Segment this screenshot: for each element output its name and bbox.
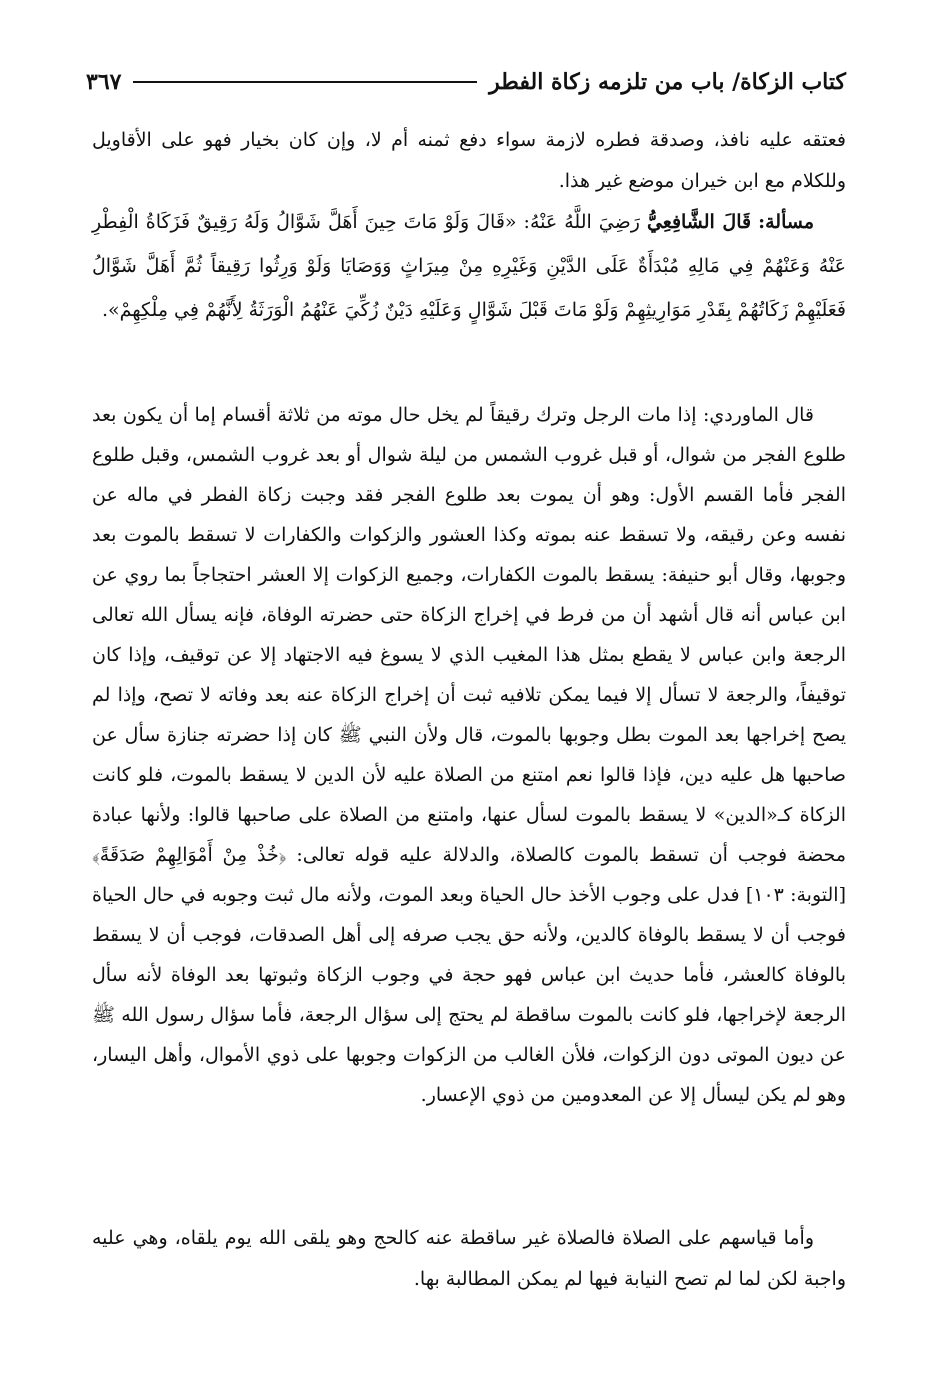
masala-text: رَضِيَ اللَّهُ عَنْهُ: «قَالَ وَلَوْ مَاتَ حِينَ أَهَلَّ شَوَّالُ وَلَهُ رَقِيقٌ فَزَكَاةُ الْفِطْرِ عَنْهُ وَعَنْهُمْ فِي مَالِهِ مُبْدَأَةٌ عَلَى الدَّيْنِ وَغَيْرِهِ مِنْ مِيرَاثٍ وَوَصَايَا وَلَوْ وَرِثُوا رَقِيقاً ثُمَّ أَهَلَّ شَوَّالُ فَعَلَيْهِمْ زَكَاتُهُمْ بِقَدْرِ مَوَارِيثِهِمْ وَلَوْ مَاتَ قَبْلَ شَوَّالٍ وَعَلَيْهِ دَيْنٌ زُكِّيَ عَنْهُمُ الْوَرَثَةُ لِأَنَّهُمْ فِي مِلْكِهِمْ». [92,211,846,321]
header-rule [133,81,477,83]
paragraph-masala [92,200,846,332]
masala-paragraph [92,200,846,332]
final-text: وأما قياسهم على الصلاة فالصلاة غير ساقطة عنه كالحج وهو يلقى الله يوم يلقاه، وهي عليه واجبة لكن لما لم تصح النيابة فيها لم يمكن المطالبة بها. [92,1227,846,1290]
paragraph-continuation [92,120,846,202]
running-title: كتاب الزكاة/ باب من تلزمه زكاة الفطر [489,69,846,95]
mawardi-text: قال الماوردي: إذا مات الرجل وترك رقيقاً لم يخل حال موته من ثلاثة أقسام إما أن يكون بعد طلوع الفجر من شوال، أو قبل غروب الشمس من ليلة شوال أو بعد غروب الشمس، وقبل طلوع الفجر فأما القسم الأول: وهو أن يموت بعد طلوع الفجر فقد وجبت زكاة الفطر في ماله عن نفسه وعن رقيقه، ولا تسقط عنه بموته وكذا العشور والزكوات والكفارات لا تسقط بالموت بعد وجوبها، وقال أبو حنيفة: يسقط بالموت الكفارات، وجميع الزكوات إلا العشر احتجاجاً بما روي عن ابن عباس أنه قال أشهد أن من فرط في إخراج الزكاة حتى حضرته الوفاة، فإنه يسأل الله تعالى الرجعة وابن عباس لا يقطع بمثل هذا المغيب الذي لا يسوغ فيه الاجتهاد إلا عن توقيف، وإذا كان توقيفاً، والرجعة لا تسأل إلا فيما يمكن تلافيه ثبت أن إخراج الزكاة عنه بعد وفاته لا تصح، وإذا لم يصح إخراجها بعد الموت بطل وجوبها بالموت، قال ولأن النبي ﷺ كان إذا حضرته جنازة سأل عن صاحبها هل عليه دين، فإذا قالوا نعم امتنع من الصلاة عليه لأن الدين لا يسقط بالموت، فلو كانت الزكاة كـ«الدين» لا يسقط بالموت لسأل عنها، وامتنع من الصلاة على صاحبها قالوا: ولأنها عبادة محضة فوجب أن تسقط بالموت كالصلاة، والدلالة عليه قوله تعالى: ﴿خُذْ مِنْ أَمْوَالِهِمْ صَدَقَةً﴾ [التوبة: ١٠٣] فدل على وجوب الأخذ حال الحياة وبعد الموت، ولأنه مال ثبت وجوبه في حال الحياة فوجب أن لا يسقط بالوفاة كالدين، ولأنه حق يجب صرفه إلى أهل الصدقات، فوجب أن لا يسقط بالوفاة كالعشر، فأما حديث ابن عباس فهو حجة في وجوب الزكاة وثبوتها بعد الوفاة لأنه سأل الرجعة لإخراجها، فلو كانت بالموت ساقطة لم يحتج إلى سؤال الرجعة، فأما سؤال رسول الله ﷺ عن ديون الموتى دون الزكوات، فلأن الغالب من الزكوات وجوبها على ذوي الأموال، وأهل اليسار، وهو لم يكن ليسأل إلا عن المعدومين من ذوي الإعسار. [92,404,846,1106]
paragraph-final [92,1218,846,1300]
masala-label: مسألة: [758,211,815,233]
paragraph-text: فعتقه عليه نافذ، وصدقة فطره لازمة سواء دفع ثمنه أم لا، وإن كان بخيار فهو على الأقاويل وللكلام مع ابن خيران موضع غير هذا. [92,129,846,192]
page-header [86,62,846,102]
page-number: ٣٦٧ [86,69,122,95]
shafii-speaker: قَالَ الشَّافِعِيُّ [646,211,752,233]
paragraph-mawardi [92,395,846,1115]
